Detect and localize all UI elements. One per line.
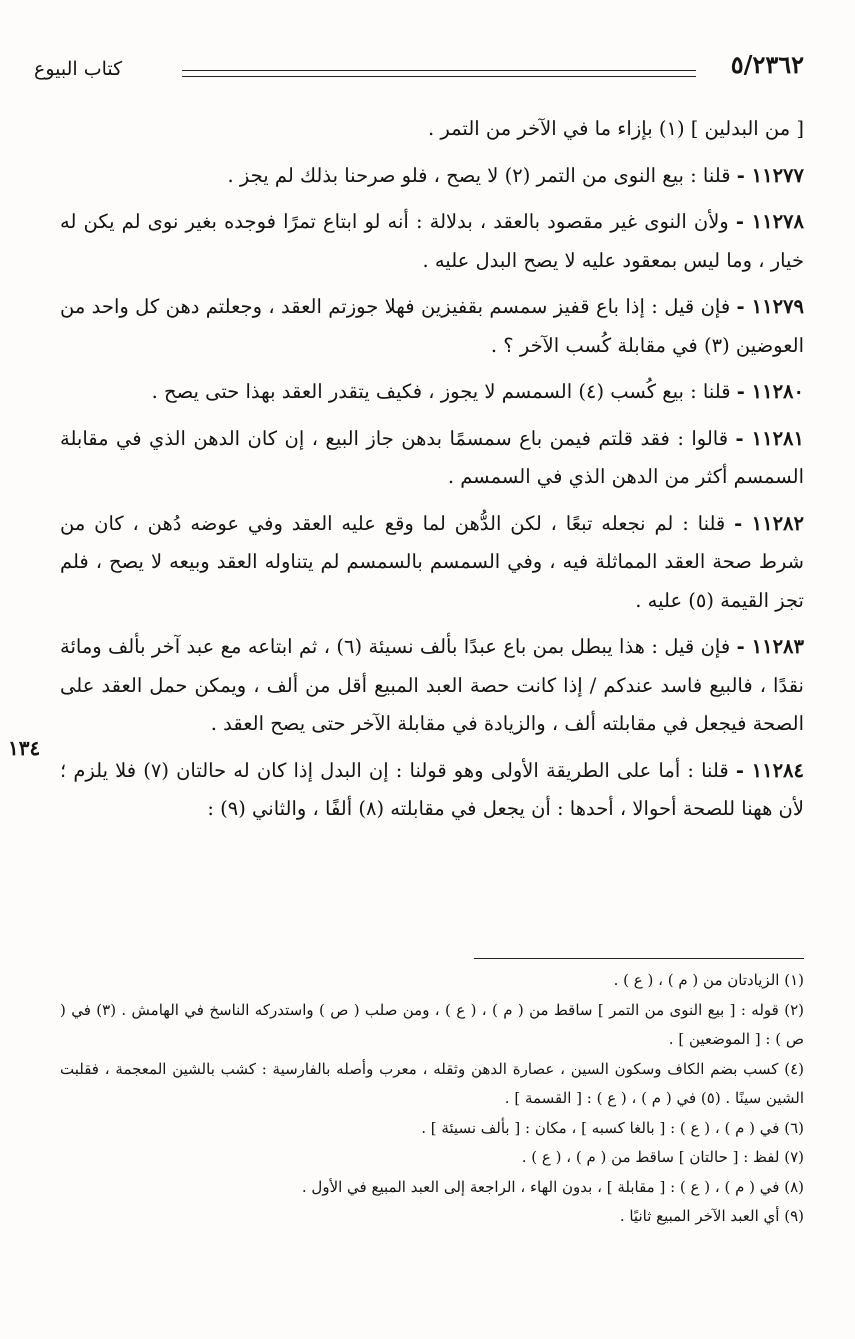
main-text (60, 110, 804, 837)
paragraph-text: فإن قيل : هذا يبطل بمن باع عبدًا بألف نسيئة (٦) ، ثم ابتاعه مع عبد آخر بألف ومائة نقدًا ، فالبيع فاسد عندكم / إذا كانت حصة العبد المبيع أقل من ألف ، ويمكن حمل العقد على الصحة فيجعل في مقابلته ألف ، والزيادة في مقابلة الآخر حتى يصح العقد . (60, 635, 804, 735)
paragraph-number: ١١٢٧٨ - (735, 210, 804, 233)
footnote: (٦) في ( م ) ، ( ع ) : [ بالغا كسبه ] ، مكان : [ بألف نسيئة ] . (421, 1118, 804, 1137)
paragraph-number: ١١٢٨٢ - (734, 511, 805, 535)
footnotes (60, 966, 804, 1232)
page-number: ٥/٢٣٦٢ (730, 50, 804, 79)
footnote-divider (474, 958, 804, 959)
paragraph (60, 110, 804, 149)
paragraph (60, 373, 804, 412)
paragraph (60, 752, 804, 829)
paragraph-text: قلنا : بيع النوى من التمر (٢) لا يصح ، فلو صرحنا بذلك لم يجز . (227, 163, 731, 187)
footnote: (٧) لفظ : [ حالتان ] ساقط من ( م ) ، ( ع ) . (521, 1148, 804, 1166)
footnote: (٢) قوله : [ بيع النوى من التمر ] ساقط من ( م ) ، ( ع ) ، ومن صلب ( ص ) واستدركه الناسخ في الهامش . (٣) في ( ص ) : [ الموضعين ] . (60, 1000, 804, 1048)
paragraph-number: ١١٢٧٧ - (736, 163, 804, 187)
paragraph (60, 288, 804, 365)
footnote: (١) الزيادتان من ( م ) ، ( ع ) . (613, 971, 804, 989)
paragraph (60, 420, 804, 497)
header-rule (182, 70, 696, 77)
paragraph-number: ١١٢٨١ - (735, 426, 804, 450)
book-title: كتاب البيوع (34, 58, 123, 80)
footnote: (٤) كسب بضم الكاف وسكون السين ، عصارة الدهن وثقله ، معرب وأصله بالفارسية : كشب بالشين المعجمة ، فقلبت الشين سينًا . (٥) في ( م ) ، ( ع ) : [ القسمة ] . (60, 1059, 804, 1107)
paragraph-text: قلنا : بيع كُسب (٤) السمسم لا يجوز ، فكيف يتقدر العقد بهذا حتى يصح . (151, 380, 731, 403)
paragraph-text: قالوا : فقد قلتم فيمن باع سمسمًا بدهن جاز البيع ، إن كان الدهن الذي في مقابلة السمسم أكثر من الدهن الذي في السمسم . (60, 426, 804, 488)
paragraph (60, 203, 804, 280)
paragraph (60, 505, 804, 621)
paragraph-number: ١١٢٨٠ - (736, 380, 804, 403)
paragraph (60, 628, 804, 744)
paragraph-number: ١١٢٧٩ - (736, 295, 804, 318)
page-header (34, 46, 804, 86)
paragraph-text: قلنا : أما على الطريقة الأولى وهو قولنا : إن البدل إذا كان له حالتان (٧) فلا يلزم ؛ لأن ههنا للصحة أحوالا ، أحدها : أن يجعل في مقابلته (٨) ألفًا ، والثاني (٩) : (60, 758, 804, 820)
footnote: (٩) أي العبد الآخر المبيع ثانيًا . (619, 1207, 804, 1225)
paragraph-number: ١١٢٨٣ - (736, 635, 805, 658)
paragraph-text: فإن قيل : إذا باع قفيز سمسم بقفيزين فهلا جوزتم العقد ، وجعلتم دهن كل واحد من العوضين (٣) في مقابلة كُسب الآخر ؟ . (60, 295, 804, 357)
paragraph-text: [ من البدلين ] (١) بإزاء ما في الآخر من التمر . (428, 117, 804, 140)
paragraph-text: ولأن النوى غير مقصود بالعقد ، بدلالة : أنه لو ابتاع تمرًا فوجده بغير نوى لم يكن له خيار ، وما ليس بمعقود عليه لا يصح البدل عليه . (60, 210, 804, 272)
paragraph-text: قلنا : لم نجعله تبعًا ، لكن الدُّهن لما وقع عليه العقد وفي عوضه دُهن ، كان من شرط صحة العقد المماثلة فيه ، وفي السمسم بالسمسم لم يتناوله العقد وبيعه لا يصح ، فلم تجز القيمة (٥) عليه . (60, 511, 804, 612)
paragraph-number: ١١٢٨٤ - (735, 758, 805, 782)
margin-manuscript-number: ١٣٤ (8, 736, 41, 760)
paragraph (60, 157, 804, 196)
footnote: (٨) في ( م ) ، ( ع ) : [ مقابلة ] ، بدون الهاء ، الراجعة إلى العبد المبيع في الأول . (301, 1177, 804, 1196)
